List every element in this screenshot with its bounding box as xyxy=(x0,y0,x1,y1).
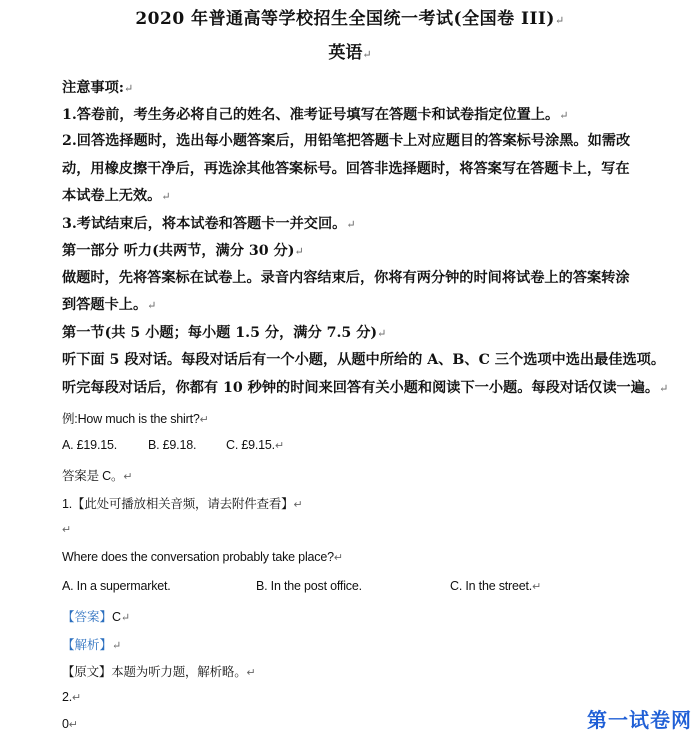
notice-item-2-line-3: 本试卷上无效。↵ xyxy=(62,188,171,204)
q1-audio-note: 1.【此处可播放相关音频，请去附件查看】↵ xyxy=(62,497,303,511)
section1-heading: 第一节(共 5 小题；每小题 1.5 分，满分 7.5 分)↵ xyxy=(62,325,387,341)
notice-item-3: 3.考试结束后，将本试卷和答题卡一并交回。↵ xyxy=(62,216,356,232)
q1-answer: 【答案】C↵ xyxy=(62,610,131,624)
q2-next-line: 0↵ xyxy=(62,717,78,731)
q1-option-a: A. In a supermarket. xyxy=(62,579,171,593)
notice-item-1: 1.答卷前，考生务必将自己的姓名、准考证号填写在答题卡和试卷指定位置上。↵ xyxy=(62,107,569,123)
example-option-a: A. £19.15. xyxy=(62,438,117,452)
q1-source: 【原文】本题为听力题，解析略。↵ xyxy=(62,665,256,679)
q2-number: 2.↵ xyxy=(62,690,82,704)
notice-heading: 注意事项:↵ xyxy=(62,80,134,96)
notice-item-2-line-1: 2.回答选择题时，选出每小题答案后，用铅笔把答题卡上对应题目的答案标号涂黑。如需改 xyxy=(62,133,631,149)
answer-value: C xyxy=(112,610,121,624)
section1-instruction-line-2: 听完每段对话后，你都有 10 秒钟的时间来回答有关小题和阅读下一小题。每段对话仅读一遍。↵ xyxy=(62,380,669,396)
example-answer: 答案是 C。↵ xyxy=(62,469,133,483)
part1-heading: 第一部分 听力(共两节，满分 30 分)↵ xyxy=(62,243,304,259)
empty-paragraph: ↵ xyxy=(62,524,72,536)
example-option-b: B. £9.18. xyxy=(148,438,197,452)
exam-title: 2020 年普通高等学校招生全国统一考试(全国卷 III)↵ xyxy=(135,9,565,29)
q1-option-b: B. In the post office. xyxy=(256,579,362,593)
example-question: 例:How much is the shirt?↵ xyxy=(62,412,209,426)
part1-intro-line-1: 做题时，先将答案标在试卷上。录音内容结束后，你将有两分钟的时间将试卷上的答案转涂 xyxy=(62,270,630,286)
example-option-c: C. £9.15.↵ xyxy=(226,438,284,452)
q1-analysis: 【解析】↵ xyxy=(62,638,122,652)
answer-label: 【答案】 xyxy=(62,610,113,624)
part1-intro-line-2: 到答题卡上。↵ xyxy=(62,297,157,313)
section1-instruction-line-1: 听下面 5 段对话。每段对话后有一个小题，从题中所给的 A、B、C 三个选项中选出最佳选项。 xyxy=(62,352,666,368)
analysis-label: 【解析】 xyxy=(62,638,113,652)
q1-question: Where does the conversation probably take place?↵ xyxy=(62,550,343,564)
site-watermark: 第一试卷网 xyxy=(587,708,692,732)
subject-title: 英语↵ xyxy=(328,43,372,63)
notice-item-2-line-2: 动，用橡皮擦干净后，再选涂其他答案标号。回答非选择题时，将答案写在答题卡上，写在 xyxy=(62,161,630,177)
q1-option-c: C. In the street.↵ xyxy=(450,579,542,593)
